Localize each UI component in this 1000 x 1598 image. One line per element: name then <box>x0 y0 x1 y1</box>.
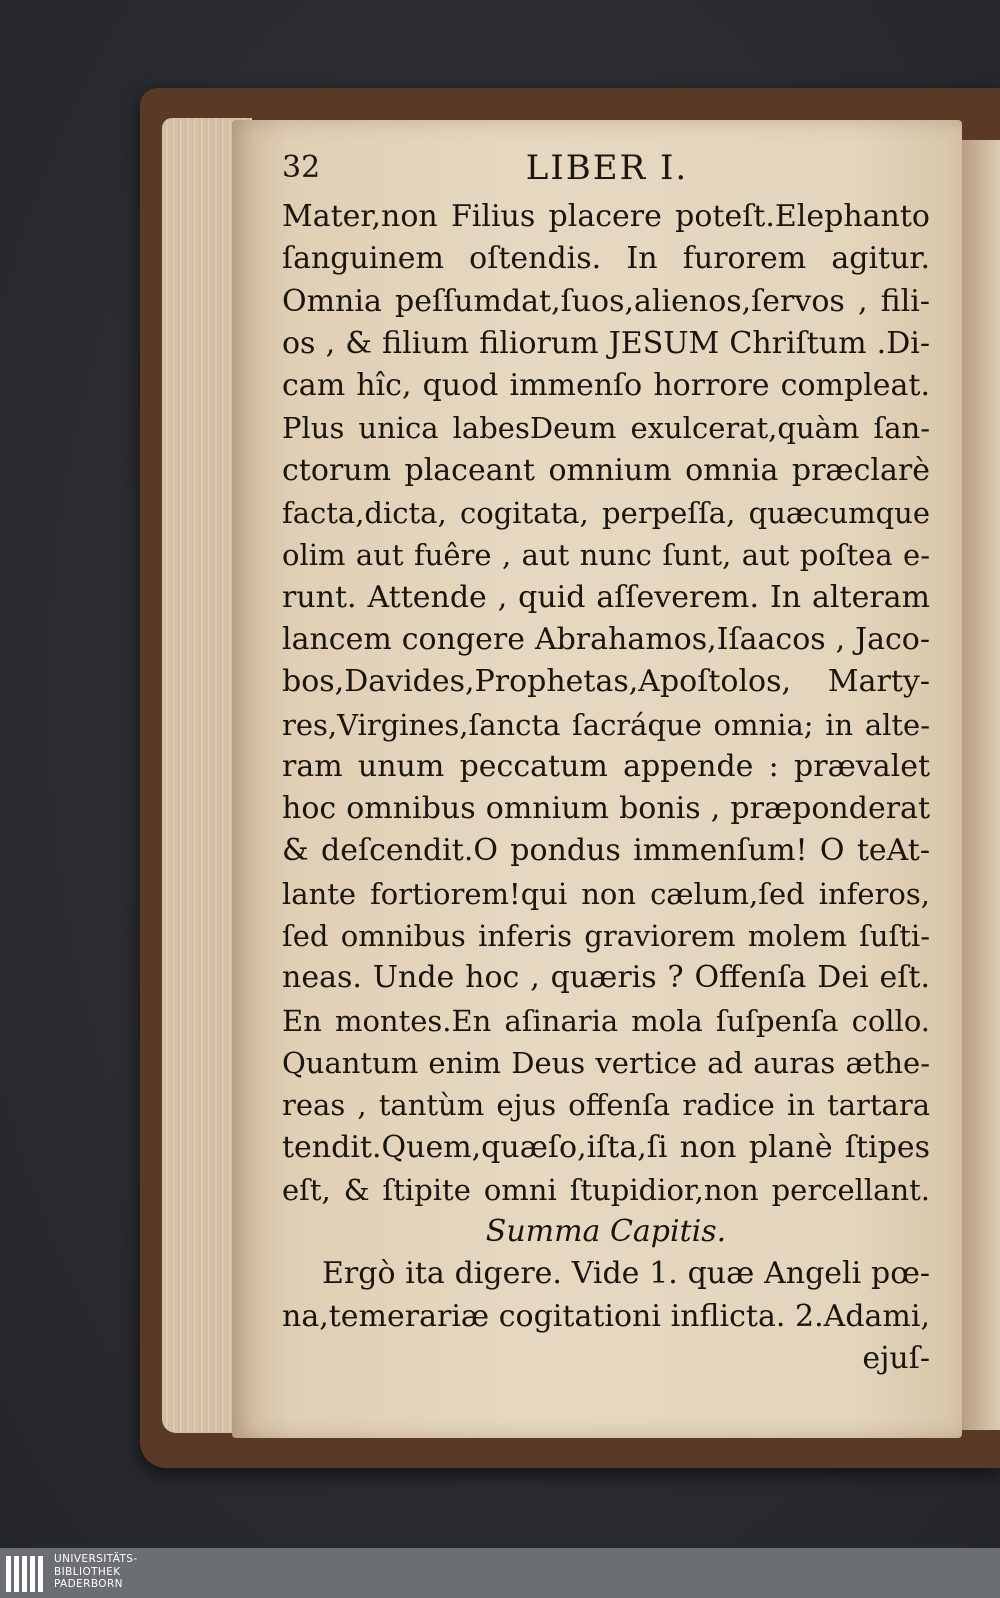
text-line: ram unum peccatum appende : prævalet <box>282 748 930 784</box>
text-line: & deſcendit.O pondus immenſum! O teAt- <box>282 833 930 869</box>
text-line: reas , tantùm ejus offenſa radice in tartara <box>282 1088 930 1123</box>
facing-page-edge <box>958 140 1000 1430</box>
text-line: lancem congere Abrahamos,Iſaacos , Jaco- <box>282 621 930 657</box>
text-line: Ergò ita digere. Vide 1. quæ Angeli pœ- <box>322 1256 930 1292</box>
text-line: eſt, & ſtipite omni ſtupidior,non percellant. <box>282 1172 930 1207</box>
text-line: na,temerariæ cogitationi inflicta. 2.Adami, <box>282 1298 930 1334</box>
text-line: lante fortiorem!qui non cælum,ſed inferos, <box>282 876 930 911</box>
text-line: Mater,non Filius placere poteſt.Elephanto <box>282 199 930 234</box>
text-line: runt. Attende , quid aſſeverem. In alteram <box>282 579 930 615</box>
text-line: En montes.En aſinaria mola ſuſpenſa collo. <box>282 1003 930 1038</box>
text-line: hoc omnibus omnium bonis , præponderat <box>282 791 930 827</box>
text-line: olim aut fuêre , aut nunc ſunt, aut poſtea e- <box>282 538 930 573</box>
library-name <box>54 1553 138 1591</box>
body-text <box>282 196 930 1380</box>
text-line: facta,dicta, cogitata, perpeſſa, quæcumque <box>282 496 930 531</box>
text-line: Plus unica labesDeum exulcerat,quàm ſan- <box>282 411 930 446</box>
text-line: neas. Unde hoc , quæris ? Offenſa Dei eſt. <box>282 960 930 996</box>
library-footer <box>0 1548 1000 1598</box>
text-line: tendit.Quem,quæſo,iſta,ſi non planè ſtipes <box>282 1129 930 1165</box>
page-header <box>282 148 932 192</box>
catchword: ejuſ- <box>862 1341 930 1377</box>
text-line: Quantum enim Deus vertice ad auras æthe- <box>282 1045 930 1080</box>
library-name-line: PADERBORN <box>54 1578 123 1590</box>
text-line: bos,Davides,Prophetas,Apoſtolos, Marty- <box>282 664 930 700</box>
text-line: res,Virgines,ſancta ſacráque omnia; in alte- <box>282 707 930 742</box>
text-line: os , & filium filiorum JESUM Chriſtum .Di- <box>282 325 930 361</box>
page-number: 32 <box>282 150 321 185</box>
text-line: cam hîc, quod immenſo horrore compleat. <box>282 368 930 404</box>
library-name-line: UNIVERSITÄTS- <box>54 1553 138 1565</box>
section-heading: Summa Capitis. <box>485 1214 727 1250</box>
library-logo-icon <box>6 1556 46 1592</box>
text-line: Omnia peſſumdat,ſuos,alienos,ſervos , fili- <box>282 283 930 319</box>
running-title: LIBER I. <box>525 148 689 188</box>
text-line: ſed omnibus inferis graviorem molem ſuſti- <box>282 919 930 954</box>
library-name-line: BIBLIOTHEK <box>54 1565 121 1578</box>
text-line: ſanguinem oſtendis. In furorem agitur. <box>282 241 930 277</box>
text-line: ctorum placeant omnium omnia præclarè <box>282 452 930 488</box>
